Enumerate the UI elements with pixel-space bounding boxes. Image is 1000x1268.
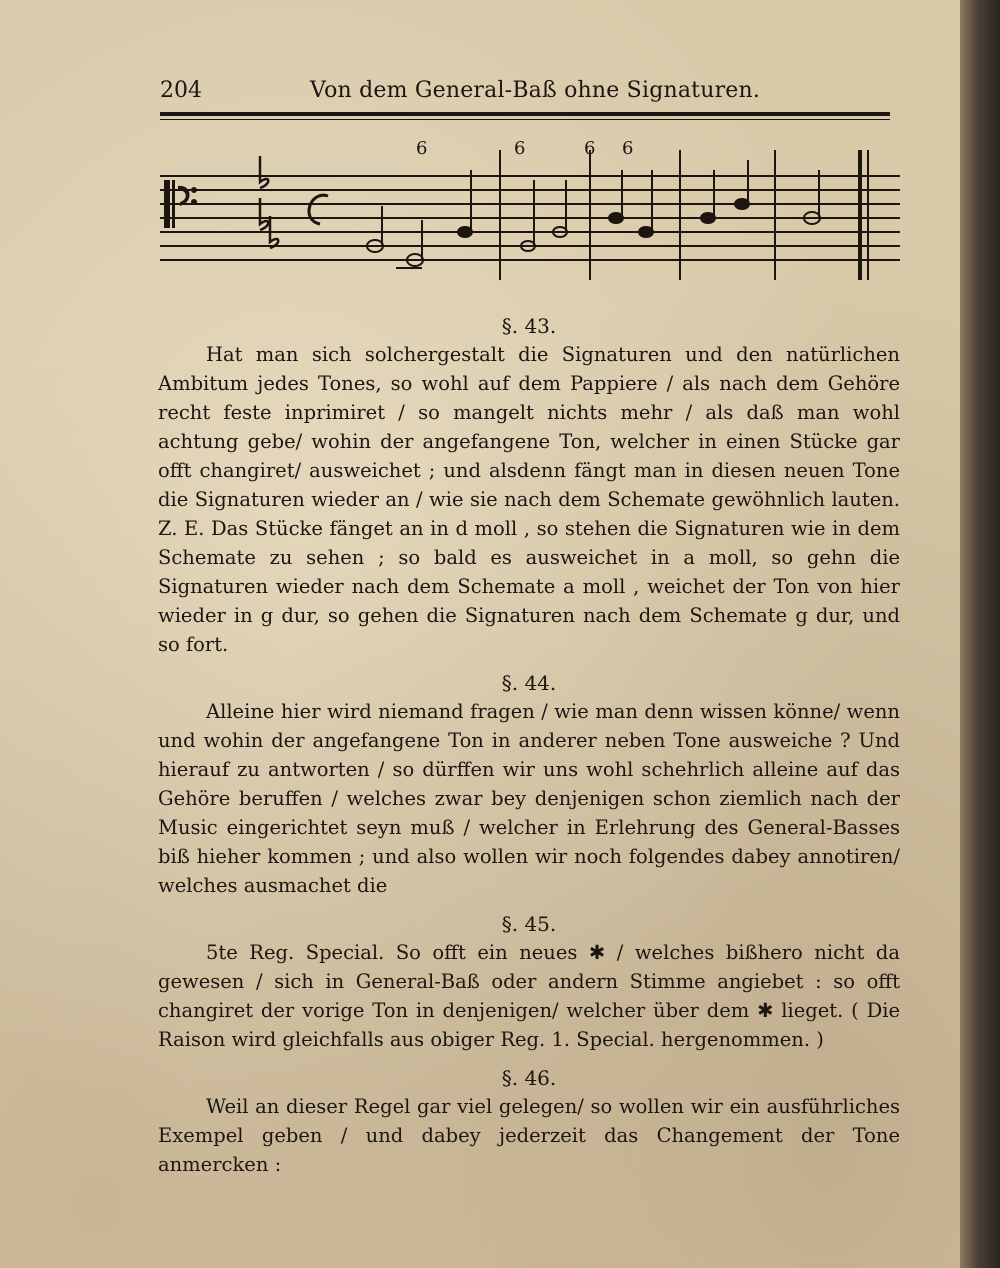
header-rule	[160, 112, 890, 116]
section-heading: §. 43.	[501, 314, 557, 338]
section-heading: §. 44.	[501, 671, 557, 695]
figure-3: 6	[584, 138, 596, 159]
section-paragraph: Weil an dieser Regel gar viel gelegen/ so wollen wir ein ausführliches Exempel geben / und dabey jederzeit das Changement der Tone anmercken :	[158, 1095, 900, 1176]
figure-1: 6	[416, 138, 428, 159]
page-edge	[960, 0, 1000, 1268]
section-heading: §. 46.	[501, 1066, 557, 1090]
figure-2: 6	[514, 138, 526, 159]
bass-clef-icon	[164, 180, 197, 228]
page-body	[158, 312, 900, 1183]
page-header	[160, 72, 890, 112]
figure-4: 6	[622, 138, 634, 159]
section-paragraph: Hat man sich solchergestalt die Signaturen und den natürlichen Ambitum jedes Tones, so wohl auf dem Pappiere / als nach dem Gehöre recht feste inprimiret / so mangelt nichts mehr / als daß man wohl achtung gebe/ wohin der angefangene Ton, welcher in einen Stücke gar offt changiret/ ausweichet ; und alsdenn fängt man in diesen neuen Tone die Signaturen wieder an / wie sie nach dem Schemate gewöhnlich lauten. Z. E. Das Stücke fänget an in d moll , so stehen die Signaturen wie in dem Schemate zu sehen ; so bald es ausweichet in a moll, so gehn die Signaturen wieder nach dem Schemate a moll , weichet der Ton von hier wieder in g dur, so gehen die Signaturen nach dem Schemate g dur, und so fort.	[158, 343, 900, 656]
running-title: Von dem General-Baß ohne Signaturen.	[310, 78, 761, 103]
section-paragraph: Alleine hier wird niemand fragen / wie man denn wissen könne/ wenn und wohin der angefangene Ton in anderer neben Tone ausweiche ? Und hierauf zu antworten / so dürffen wir uns wohl schehrlich alleine auf das Gehöre beruffen / welches zwar bey denjenigen schon ziemlich nach der Music eingerichtet seyn muß / welcher in Erlehrung des General-Basses biß hieher kommen ; und also wollen wir noch folgendes dabey annotiren/ welches ausmachet die	[158, 700, 900, 897]
header-rule-thin	[160, 119, 890, 120]
music-staff	[160, 150, 900, 280]
section-heading: §. 45.	[501, 912, 557, 936]
key-signature-flats	[260, 156, 278, 248]
time-signature-c	[309, 195, 328, 224]
page-number: 204	[160, 78, 202, 103]
section-paragraph: 5te Reg. Special. So offt ein neues ✱ / welches bißhero nicht da gewesen / sich in General-Baß oder andern Stimme angiebet : so offt changiret der vorige Ton in denjenigen/ welcher über dem ✱ lieget. ( Die Raison wird gleichfalls aus obiger Reg. 1. Special. hergenommen. )	[158, 941, 900, 1051]
